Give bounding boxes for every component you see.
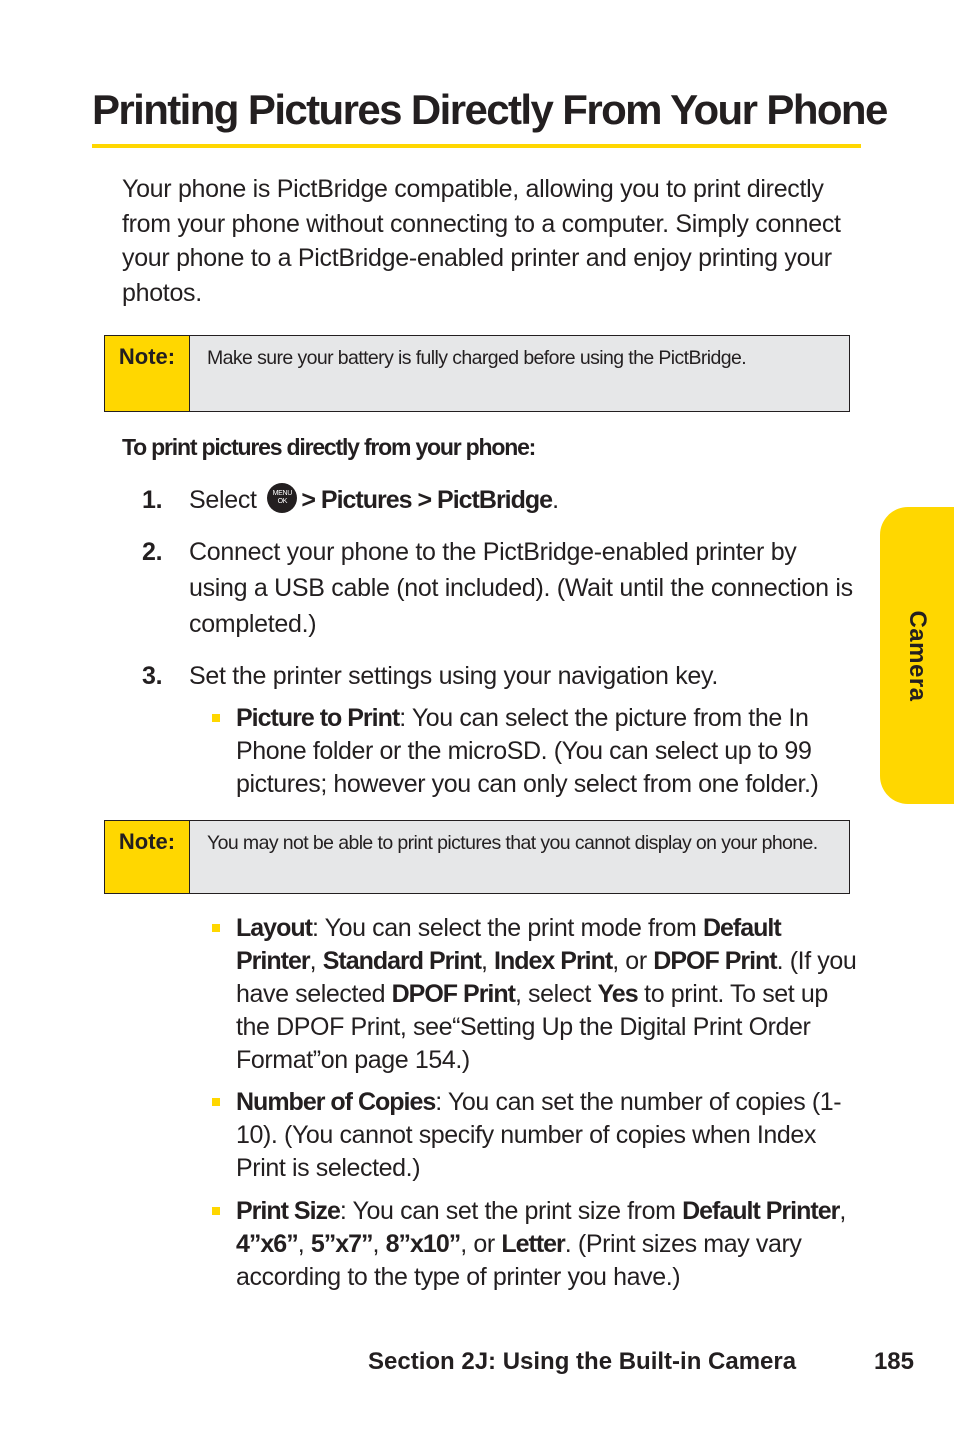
note-label: Note: (105, 336, 190, 411)
note-text: Make sure your battery is fully charged before using the PictBridge. (207, 347, 747, 369)
bullet-square-icon (212, 1207, 220, 1215)
bullet-square-icon (212, 1098, 220, 1106)
bullet-square-icon (212, 924, 220, 932)
procedure-heading: To print pictures directly from your phone: (122, 434, 536, 460)
page-title: Printing Pictures Directly From Your Phone (92, 86, 887, 133)
side-tab-label: Camera (904, 609, 931, 702)
note-box-battery (104, 335, 850, 412)
step-number: 2. (142, 538, 163, 566)
note-box-display (104, 820, 850, 894)
step-text: Set the printer settings using your navigation key. (189, 662, 718, 690)
title-underline (92, 144, 861, 148)
menu-ok-key-icon: MENU OK (267, 483, 297, 513)
bullet-square-icon (212, 714, 220, 722)
menu-path: > Pictures > PictBridge (301, 486, 553, 514)
step-number: 1. (142, 486, 163, 514)
section-side-tab (880, 507, 954, 804)
bullet-number-of-copies: Number of Copies: You can set the number of copies (1-10). (You cannot specify number of copies when Index Print is selected.) (212, 1086, 862, 1185)
step-number: 3. (142, 662, 163, 690)
note-text: You may not be able to print pictures that you cannot display on your phone. (207, 832, 818, 854)
step-1: 1. Select MENU OK > Pictures > PictBridge. (142, 482, 854, 518)
footer-section: Section 2J: Using the Built-in Camera (368, 1348, 797, 1375)
note-label: Note: (105, 821, 190, 893)
step-text: Connect your phone to the PictBridge-enabled printer by using a USB cable (not included). (Wait until the connection is completed.) (189, 538, 853, 638)
page-footer (368, 1348, 914, 1376)
bullet-layout: Layout: You can select the print mode from Default Printer, Standard Print, Index Print, or DPOF Print. (If you have selected DPOF Print, select Yes to print. To set up the DPOF Print, see“Setting Up the Digital Print Order Format”on page 154.) (212, 912, 862, 1077)
step-3 (142, 658, 854, 694)
step-2 (142, 534, 854, 642)
step-text: Select (189, 486, 257, 514)
intro-paragraph: Your phone is PictBridge compatible, allowing you to print directly from your phone without connecting to a computer. Simply connect your phone to a PictBridge-enabled printer and enjoy printing your photos. (122, 175, 841, 307)
bullet-picture-to-print: Picture to Print: You can select the picture from the In Phone folder or the microSD. (You can select up to 99 pictures; however you can only select from one folder.) (212, 702, 862, 801)
bullet-print-size: Print Size: You can set the print size from Default Printer, 4”x6”, 5”x7”, 8”x10”, or Letter. (Print sizes may vary according to the type of printer you have.) (212, 1195, 862, 1294)
page-number: 185 (873, 1348, 914, 1375)
